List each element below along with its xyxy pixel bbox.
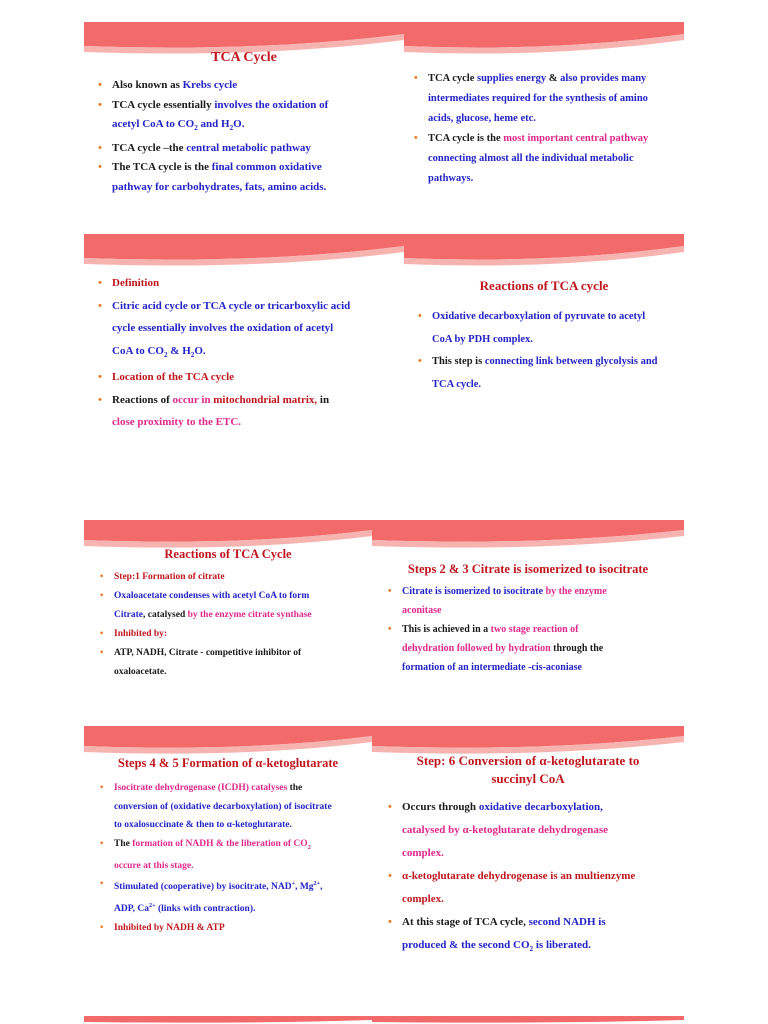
bullet-continuation: occure at this stage. [114, 860, 194, 871]
bullet: • Isocitrate dehydrogenase (ICDH) catalyses the [100, 783, 303, 793]
bullet: • ATP, NADH, Citrate - competitive inhibitor of [100, 648, 302, 658]
slide-banner [372, 1016, 684, 1024]
bullet: • This step is connecting link between glycolysis and [418, 356, 658, 367]
bullet: • Step:1 Formation of citrate [100, 572, 225, 582]
bullet: • Citric acid cycle or TCA cycle or tricarboxylic acid [98, 299, 351, 312]
bullet-continuation: conversion of (oxidative decarboxylation) of isocitrate [114, 801, 332, 812]
slide-10-partial [372, 1016, 684, 1024]
bullet: • The formation of NADH & the liberation of $CO_2$ [100, 838, 311, 851]
slide-9-partial [84, 1016, 372, 1024]
bullet-continuation: pathways. [428, 173, 474, 184]
slide-banner [372, 520, 684, 568]
bullet-continuation: produced & the second $CO_2$ is liberated. [402, 939, 591, 954]
bullet-continuation: acids, glucose, heme etc. [428, 113, 536, 124]
slide-title: Reactions of TCA cycle [479, 278, 609, 293]
slide-title: Steps 4 & 5 Formation of α-ketoglutarate [117, 756, 339, 770]
bullet-continuation: connecting almost all the individual metabolic [428, 153, 634, 164]
bullet: • Occurs through oxidative decarboxylation, [388, 801, 603, 813]
slide-5 [84, 520, 372, 704]
bullet-continuation: dehydration followed by hydration through the [402, 643, 604, 654]
bullet-continuation: ADP, $Ca^{2+}$ (links with contraction). [114, 903, 256, 915]
slide-banner [404, 22, 684, 70]
bullet-continuation: intermediates required for the synthesis of amino [428, 93, 648, 104]
bullet-continuation: close proximity to the ETC. [112, 416, 242, 429]
slide-4 [404, 234, 684, 474]
bullet-continuation: complex. [402, 847, 444, 859]
slide-title: TCA Cycle [211, 50, 277, 65]
bullet: • TCA cycle is the most important central pathway [414, 133, 649, 144]
slide-banner [404, 234, 684, 282]
bullet: • TCA cycle supplies energy & also provides many [414, 73, 647, 84]
bullet-continuation: aconitase [402, 605, 442, 616]
bullet-continuation: acetyl CoA to $CO_2$ and $H_2O$. [112, 118, 245, 133]
bullet: • Reactions of occur in mitochondrial matrix, in [98, 393, 330, 406]
bullet: • This is achieved in a two stage reaction of [388, 624, 579, 635]
bullet: • Citrate is isomerized to isocitrate by the enzyme [388, 586, 607, 597]
bullet: • TCA cycle essentially involves the oxidation of [98, 98, 329, 111]
bullet-continuation: complex. [402, 893, 444, 905]
bullet: • Also known as Krebs cycle [98, 79, 238, 91]
bullet-continuation: formation of an intermediate -cis-aconiase [402, 662, 582, 673]
bullet: • TCA cycle –the central metabolic pathway [98, 141, 311, 154]
slide-8 [372, 726, 684, 970]
bullet: • Stimulated (cooperative) by isocitrate, NAD+, $Mg^{2+}$, [100, 879, 323, 893]
slide-6 [372, 520, 684, 704]
slide-title: Reactions of TCA Cycle [164, 547, 292, 561]
slide-banner [84, 1016, 372, 1024]
bullet: • Oxaloacetate condenses with acetyl CoA to form [100, 591, 310, 601]
bullet-continuation: Citrate, catalysed by the enzyme citrate synthase [114, 610, 312, 620]
bullet-continuation: pathway for carbohydrates, fats, amino acids. [112, 180, 327, 193]
slide-7 [84, 726, 372, 970]
bullet-continuation: oxaloacetate. [114, 667, 167, 677]
bullet: • Oxidative decarboxylation of pyruvate to acetyl [418, 311, 646, 322]
slide-title [372, 752, 684, 788]
slide-3 [84, 234, 404, 474]
bullet: • The TCA cycle is the final common oxidative [98, 161, 322, 174]
slide-title: Steps 2 & 3 Citrate is isomerized to isocitrate [407, 562, 649, 576]
bullet-continuation: to oxalosuccinate & then to α-ketoglutarate. [114, 820, 292, 830]
slide-2 [404, 22, 684, 208]
bullet-continuation: CoA by PDH complex. [432, 333, 533, 345]
bullet: • α-ketoglutarate dehydrogenase is an multienzyme [388, 870, 636, 882]
bullet-continuation: TCA cycle. [432, 378, 481, 390]
slide-title-line: Step: 6 Conversion of α-ketoglutarate to [416, 753, 640, 768]
bullet: • Inhibited by NADH & ATP [100, 922, 225, 933]
bullet-continuation: CoA to $CO_2$ & $H_2O$. [112, 344, 206, 359]
bullet-continuation: catalysed by α-ketoglutarate dehydrogenase [402, 824, 609, 836]
bullet: • Definition [98, 277, 160, 289]
bullet: • Inhibited by: [100, 629, 168, 639]
slide-title-line: succinyl CoA [491, 771, 565, 786]
bullet-continuation: cycle essentially involves the oxidation of acetyl [112, 322, 334, 334]
slide-1 [84, 22, 404, 208]
bullet: • Location of the TCA cycle [98, 371, 235, 384]
bullet: • At this stage of TCA cycle, second NADH is [388, 916, 606, 928]
